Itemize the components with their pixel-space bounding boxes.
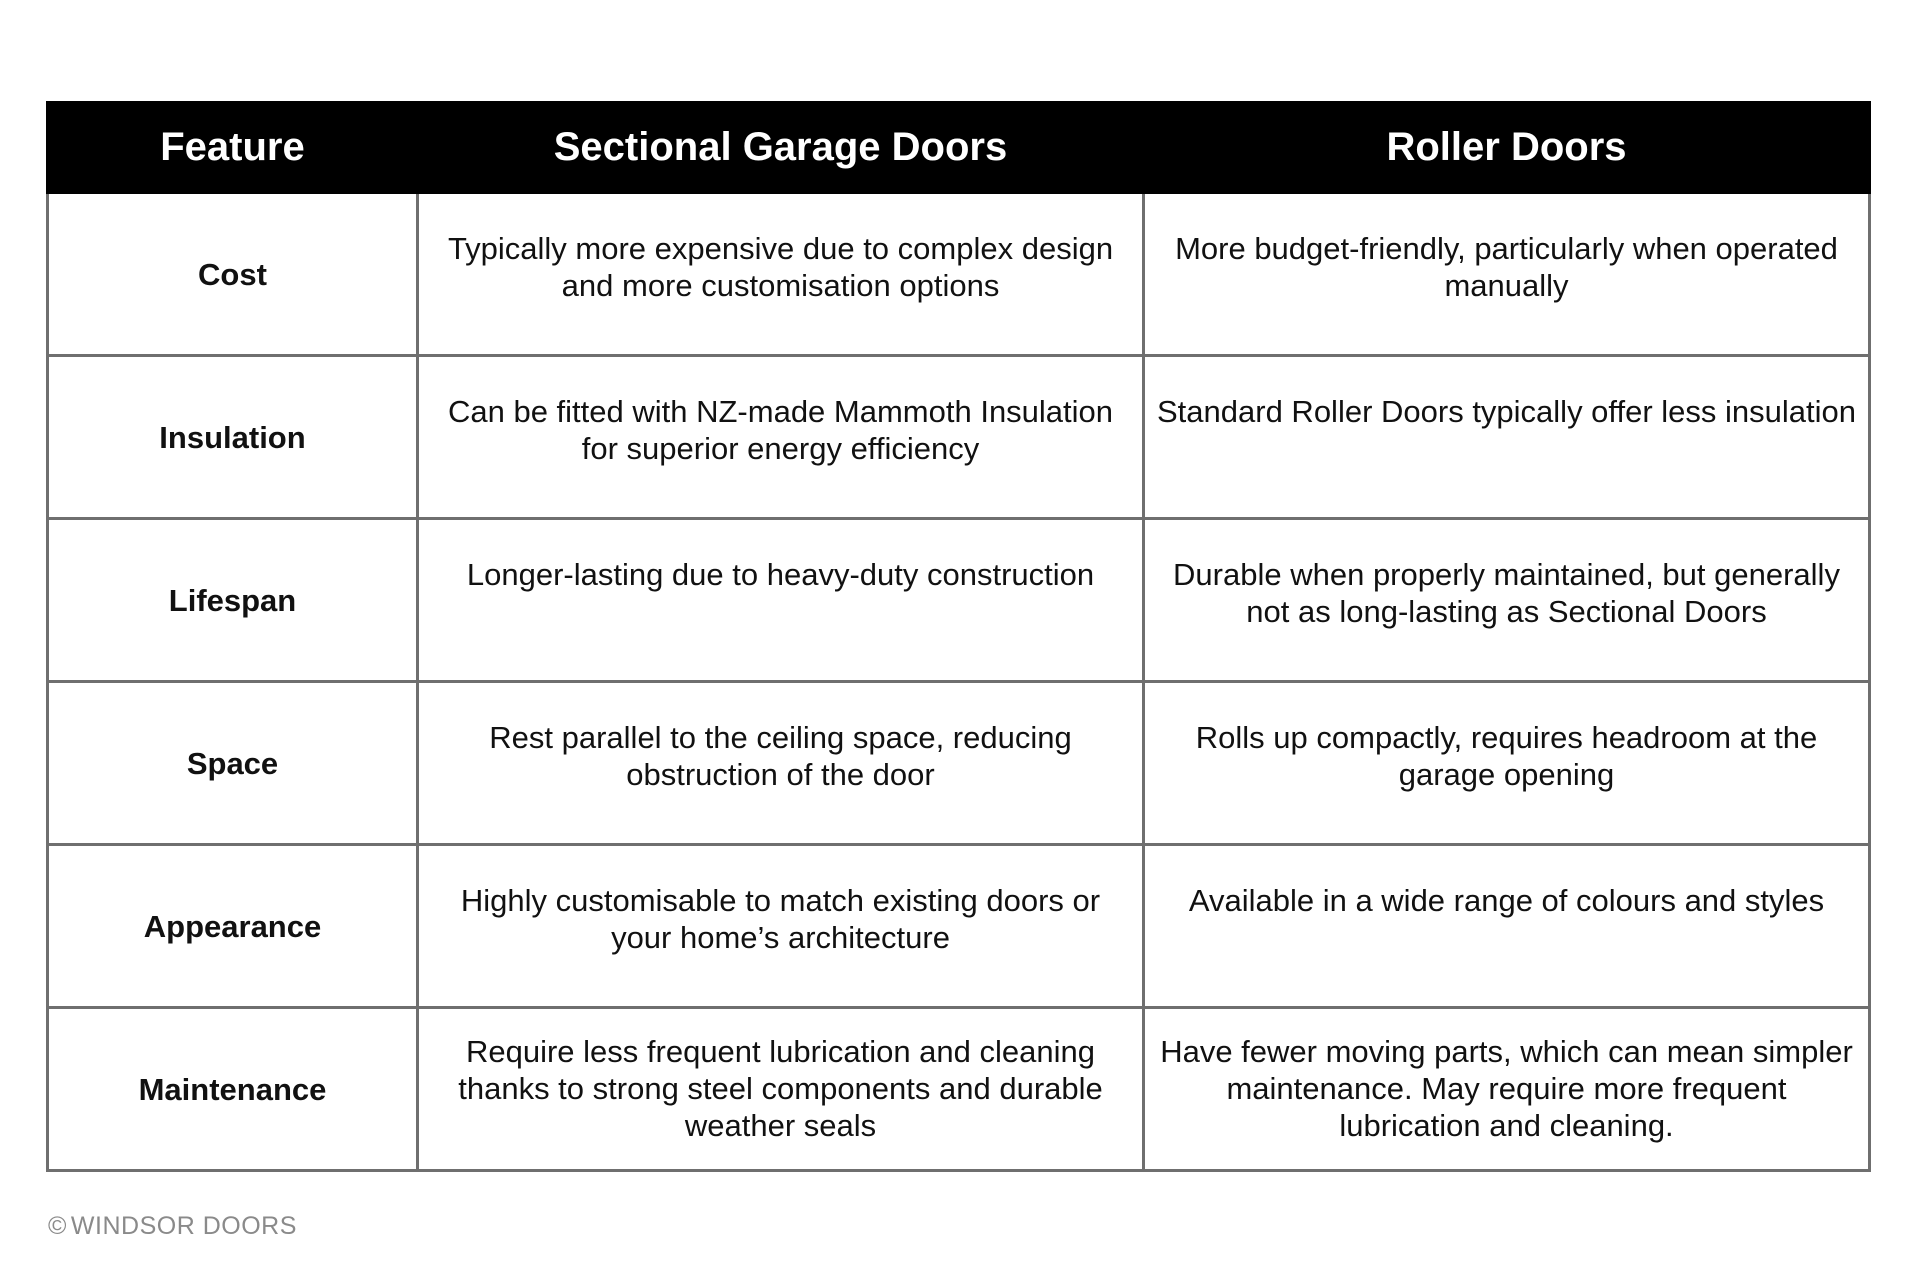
feature-cell: Appearance	[48, 845, 418, 1008]
copyright-icon: ©	[48, 1212, 67, 1240]
sectional-cell: Typically more expensive due to complex design and more customisation options	[418, 193, 1144, 356]
header-row	[48, 103, 1870, 193]
feature-cell: Insulation	[48, 356, 418, 519]
roller-cell: Rolls up compactly, requires headroom at the garage opening	[1144, 682, 1870, 845]
header-sectional-garage-doors: Sectional Garage Doors	[418, 103, 1144, 193]
header-feature: Feature	[48, 103, 418, 193]
roller-cell: Durable when properly maintained, but generally not as long-lasting as Sectional Doors	[1144, 519, 1870, 682]
feature-cell: Cost	[48, 193, 418, 356]
sectional-cell: Can be fitted with NZ-made Mammoth Insulation for superior energy efficiency	[418, 356, 1144, 519]
table-header	[48, 103, 1870, 193]
roller-cell: Standard Roller Doors typically offer less insulation	[1144, 356, 1870, 519]
table-row	[48, 845, 1870, 1008]
table-row	[48, 356, 1870, 519]
roller-cell: More budget-friendly, particularly when operated manually	[1144, 193, 1870, 356]
sectional-cell: Highly customisable to match existing doors or your home’s architecture	[418, 845, 1144, 1008]
table-row	[48, 682, 1870, 845]
feature-cell: Space	[48, 682, 418, 845]
table-row	[48, 1008, 1870, 1171]
sectional-cell: Rest parallel to the ceiling space, reducing obstruction of the door	[418, 682, 1144, 845]
copyright-notice	[48, 1212, 297, 1241]
feature-cell: Maintenance	[48, 1008, 418, 1171]
copyright-text: WINDSOR DOORS	[70, 1212, 297, 1240]
feature-cell: Lifespan	[48, 519, 418, 682]
table-row	[48, 193, 1870, 356]
header-roller-doors: Roller Doors	[1144, 103, 1870, 193]
table-row	[48, 519, 1870, 682]
comparison-table	[46, 101, 1871, 1172]
sectional-cell: Longer-lasting due to heavy-duty construction	[418, 519, 1144, 682]
roller-cell: Have fewer moving parts, which can mean simpler maintenance. May require more frequent lubrication and cleaning.	[1144, 1008, 1870, 1171]
sectional-cell: Require less frequent lubrication and cleaning thanks to strong steel components and durable weather seals	[418, 1008, 1144, 1171]
table-body	[48, 193, 1870, 1171]
roller-cell: Available in a wide range of colours and styles	[1144, 845, 1870, 1008]
